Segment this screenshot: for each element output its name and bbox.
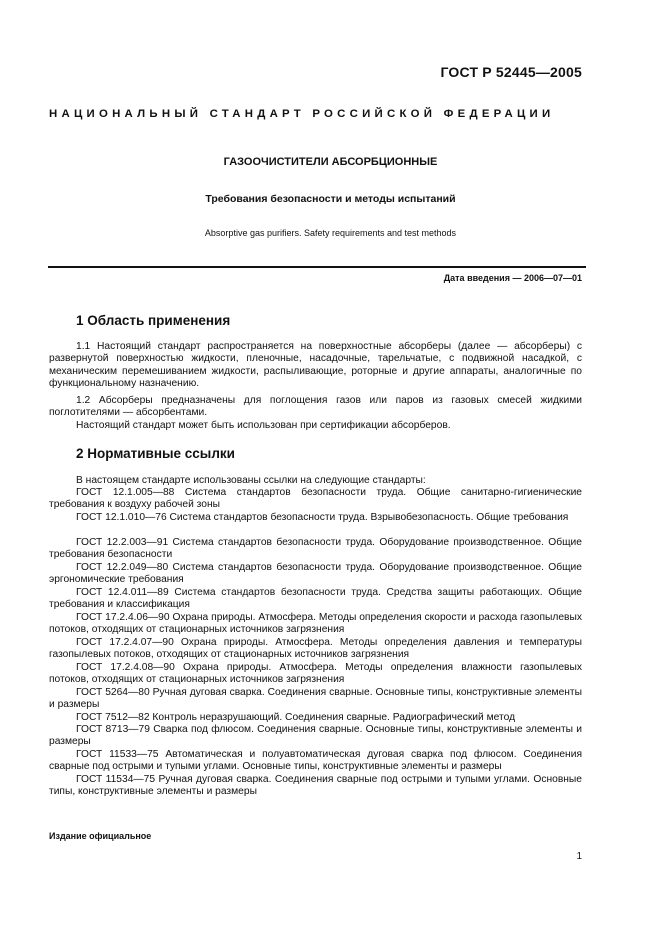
- document-title: ГАЗООЧИСТИТЕЛИ АБСОРБЦИОННЫЕ: [223, 156, 438, 168]
- document-subtitle: Требования безопасности и методы испытаний: [205, 193, 456, 205]
- reference-item: ГОСТ 12.2.049—80 Система стандартов безопасности труда. Оборудование производственное. Общие эргономические требования: [49, 562, 582, 586]
- national-standard-heading: НАЦИОНАЛЬНЫЙ СТАНДАРТ РОССИЙСКОЙ ФЕДЕРАЦИИ: [49, 108, 555, 120]
- reference-item: ГОСТ 12.1.005—88 Система стандартов безопасности труда. Общие санитарно-гигиенические требования к воздуху рабочей зоны: [49, 487, 582, 511]
- section-2-intro: В настоящем стандарте использованы ссылки на следующие стандарты:: [76, 475, 426, 486]
- official-edition-label: Издание официальное: [49, 831, 152, 841]
- reference-item: ГОСТ 7512—82 Контроль неразрушающий. Соединения сварные. Радиографический метод: [76, 712, 516, 723]
- reference-item: ГОСТ 12.1.010—76 Система стандартов безопасности труда. Взрывобезопасность. Общие требования: [76, 512, 569, 523]
- page-number: 1: [576, 851, 582, 862]
- reference-item: ГОСТ 11533—75 Автоматическая и полуавтоматическая дуговая сварка под флюсом. Соединения сварные под острыми и тупыми углами. Основные типы, конструктивные элементы и размеры: [49, 749, 582, 773]
- section-1-title: 1 Область применения: [76, 313, 231, 328]
- document-code: ГОСТ Р 52445—2005: [440, 64, 582, 80]
- reference-item: ГОСТ 12.4.011—89 Система стандартов безопасности труда. Средства защиты работающих. Общие требования и классификация: [49, 587, 582, 611]
- divider-rule: [48, 266, 586, 268]
- document-title-english: Absorptive gas purifiers. Safety requirements and test methods: [204, 228, 457, 238]
- section-1-paragraph: Настоящий стандарт может быть использован при сертификации абсорберов.: [76, 420, 451, 431]
- section-1-paragraph: 1.2 Абсорберы предназначены для поглощения газов или паров из газовых смесей жидкими поглотителями — абсорбентами.: [49, 395, 582, 419]
- reference-item: ГОСТ 17.2.4.07—90 Охрана природы. Атмосфера. Методы определения давления и температуры газопылевых потоков, отходящих от стационарных источников загрязнения: [49, 637, 582, 661]
- reference-item: ГОСТ 5264—80 Ручная дуговая сварка. Соединения сварные. Основные типы, конструктивные элементы и размеры: [49, 687, 582, 711]
- section-2-title: 2 Нормативные ссылки: [76, 446, 235, 461]
- reference-item: ГОСТ 8713—79 Сварка под флюсом. Соединения сварные. Основные типы, конструктивные элементы и размеры: [49, 724, 582, 748]
- section-1-paragraph: 1.1 Настоящий стандарт распространяется на поверхностные абсорберы (далее — абсорберы) с развернутой поверхностью жидкости, пленочные, насадочные, тарельчатые, с подвижной насадкой, с механическим перемешиванием жидкости, распыливающие, роторные и другие аппараты, аналогичные по функциональному назначению.: [49, 341, 582, 389]
- reference-item: ГОСТ 12.2.003—91 Система стандартов безопасности труда. Оборудование производственное. Общие требования безопасности: [49, 537, 582, 561]
- reference-item: ГОСТ 17.2.4.08—90 Охрана природы. Атмосфера. Методы определения влажности газопылевых потоков, отходящих от стационарных источников загрязнения: [49, 662, 582, 686]
- introduction-date: Дата введения — 2006—07—01: [443, 273, 582, 283]
- reference-item: ГОСТ 17.2.4.06—90 Охрана природы. Атмосфера. Методы определения скорости и расхода газопылевых потоков, отходящих от стационарных источников загрязнения: [49, 612, 582, 636]
- reference-item: ГОСТ 11534—75 Ручная дуговая сварка. Соединения сварные под острыми и тупыми углами. Основные типы, конструктивные элементы и размеры: [49, 774, 582, 798]
